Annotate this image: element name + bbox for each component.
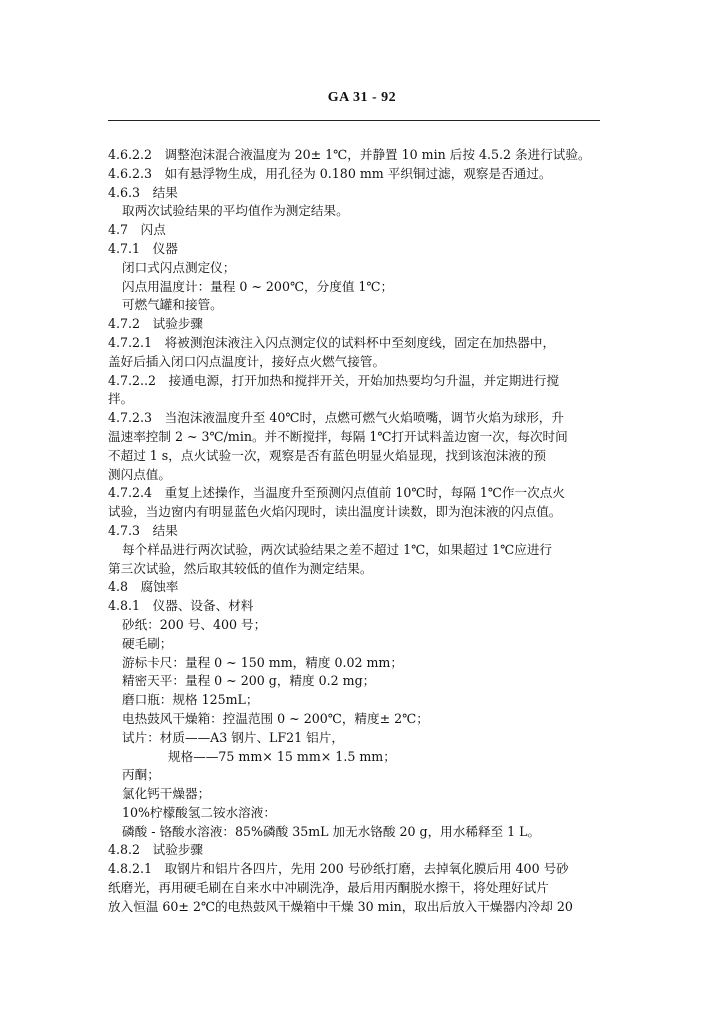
material-item: 磨口瓶：规格 125mL； bbox=[122, 692, 259, 708]
instrument-item: 闭口式闪点测定仪； bbox=[122, 259, 236, 275]
material-item: 游标卡尺：量程 0 ~ 150 mm，精度 0.02 mm； bbox=[122, 654, 403, 670]
paragraph-continuation: 试验，当边窗内有明显蓝色火焰闪现时，读出温度计读数，即为泡沫液的闪点值。 bbox=[108, 504, 562, 520]
paragraph-4-6-2-2: 4.6.2.2 调整泡沫混合液温度为 20± 1℃，并静置 10 min 后按 4.5.2 条进行试验。 bbox=[108, 147, 591, 162]
material-item: 硬毛刷； bbox=[122, 635, 173, 651]
paragraph-4-6-2-3: 4.6.2.3 如有悬浮物生成，用孔径为 0.180 mm 平织铜过滤，观察是否通过。 bbox=[108, 165, 552, 181]
paragraph-continuation: 纸磨光，再用硬毛刷在自来水中冲刷洗净，最后用丙酮脱水擦干，将处理好试片 bbox=[108, 880, 549, 896]
material-item-spec: 规格——75 mm× 15 mm× 1.5 mm； bbox=[168, 748, 396, 764]
standard-code-header: GA 31 - 92 bbox=[327, 90, 397, 105]
document-body bbox=[108, 146, 618, 917]
paragraph-continuation: 放入恒温 60± 2℃的电热鼓风干燥箱中干燥 30 min，取出后放入干燥器内冷却 20 bbox=[108, 898, 573, 914]
heading-4-7-1: 4.7.1 仪器 bbox=[108, 240, 178, 256]
paragraph-4-7-2-4: 4.7.2.4 重复上述操作，当温度升至预测闪点值前 10℃时，每隔 1℃作一次点火 bbox=[108, 485, 565, 501]
material-item: 10%柠檬酸氢二铵水溶液： bbox=[122, 804, 276, 820]
paragraph-4-7-2-2: 4.7.2..2 接通电源，打开加热和搅拌开关，开始加热要均匀升温，并定期进行搅 bbox=[108, 372, 560, 388]
heading-4-6-3: 4.6.3 结果 bbox=[108, 184, 178, 200]
instrument-item: 可燃气罐和接管。 bbox=[122, 297, 223, 313]
material-item: 丙酮； bbox=[122, 767, 160, 783]
material-item: 电热鼓风干燥箱：控温范围 0 ~ 200℃，精度± 2℃； bbox=[122, 710, 429, 726]
paragraph-continuation: 盖好后插入闭口闪点温度计，接好点火燃气接管。 bbox=[108, 353, 386, 369]
paragraph-continuation: 测闪点值。 bbox=[108, 466, 171, 482]
heading-4-8-2: 4.8.2 试验步骤 bbox=[108, 842, 204, 858]
material-item: 试片：材质——A3 钢片、LF21 铝片， bbox=[122, 729, 344, 745]
material-item: 氯化钙干燥器； bbox=[122, 786, 211, 802]
material-item: 磷酸 - 铬酸水溶液：85%磷酸 35mL 加无水铬酸 20 g，用水稀释至 1 L。 bbox=[122, 823, 541, 839]
heading-4-7: 4.7 闪点 bbox=[108, 222, 166, 238]
material-item: 砂纸：200 号、400 号； bbox=[122, 616, 267, 632]
result-text-4-7-3: 每个样品进行两次试验，两次试验结果之差不超过 1℃，如果超过 1℃应进行 bbox=[122, 541, 553, 557]
instrument-item: 闪点用温度计：量程 0 ~ 200℃，分度值 1℃； bbox=[122, 278, 394, 294]
heading-4-7-2: 4.7.2 试验步骤 bbox=[108, 316, 204, 332]
paragraph-continuation: 第三次试验，然后取其较低的值作为测定结果。 bbox=[108, 560, 373, 576]
paragraph-continuation: 温速率控制 2 ~ 3℃/min。并不断搅拌，每隔 1℃打开试料盖边窗一次，每次时间 bbox=[108, 428, 568, 444]
heading-4-8-1: 4.8.1 仪器、设备、材料 bbox=[108, 598, 254, 614]
paragraph-continuation: 拌。 bbox=[108, 391, 134, 407]
heading-4-8: 4.8 腐蚀率 bbox=[108, 579, 179, 595]
paragraph-4-7-2-3: 4.7.2.3 当泡沫液温度升至 40℃时，点燃可燃气火焰喷嘴，调节火焰为球形，升 bbox=[108, 410, 564, 426]
header-divider bbox=[108, 120, 600, 121]
material-item: 精密天平：量程 0 ~ 200 g，精度 0.2 mg； bbox=[122, 673, 376, 689]
result-text-4-6-3: 取两次试验结果的平均值作为测定结果。 bbox=[122, 203, 349, 219]
paragraph-4-7-2-1: 4.7.2.1 将被测泡沫液注入闪点测定仪的试料杯中至刻度线，固定在加热器中， bbox=[108, 334, 556, 350]
paragraph-4-8-2-1: 4.8.2.1 取钢片和铝片各四片，先用 200 号砂纸打磨，去掉氧化膜后用 400 号砂 bbox=[108, 861, 569, 877]
paragraph-continuation: 不超过 1 s，点火试验一次，观察是否有蓝色明显火焰显现，找到该泡沫液的预 bbox=[108, 447, 547, 463]
heading-4-7-3: 4.7.3 结果 bbox=[108, 522, 178, 538]
